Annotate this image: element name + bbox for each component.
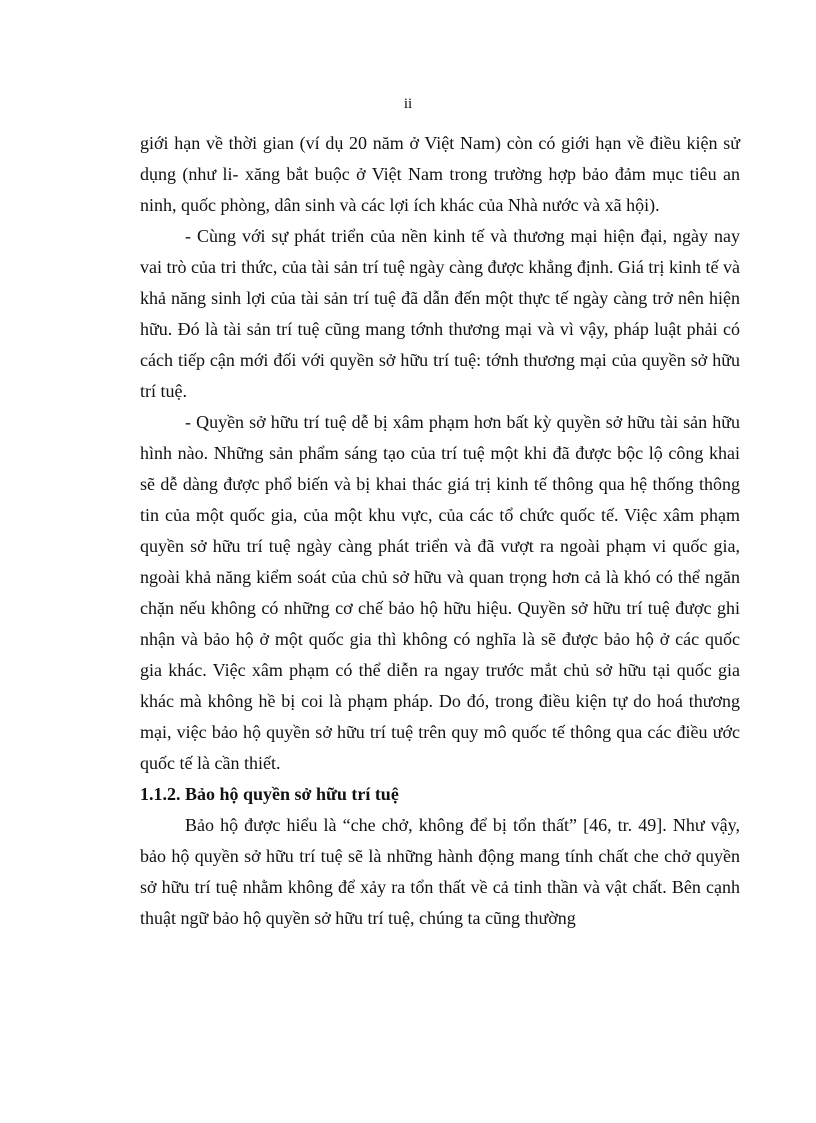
page-number: ii [403,96,413,112]
paragraph-infringement: - Quyền sở hữu trí tuệ dễ bị xâm phạm hơn bất kỳ quyền sở hữu tài sản hữu hình nào. Những sản phẩm sáng tạo của trí tuệ một khi đã được bộc lộ công khai sẽ dễ dàng được phổ biến và bị khai thác giá trị kinh tế thông qua hệ thống thông tin của một quốc gia, của một khu vực, của các tổ chức quốc tế. Việc xâm phạm quyền sở hữu trí tuệ ngày càng phát triển và đã vượt ra ngoài phạm vi quốc gia, ngoài khả năng kiểm soát của chủ sở hữu và quan trọng hơn cả là khó có thể ngăn chặn nếu không có những cơ chế bảo hộ hữu hiệu. Quyền sở hữu trí tuệ được ghi nhận và bảo hộ ở một quốc gia thì không có nghĩa là sẽ được bảo hộ ở các quốc gia khác. Việc xâm phạm có thể diễn ra ngay trước mắt chủ sở hữu tại quốc gia khác mà không hề bị coi là phạm pháp. Do đó, trong điều kiện tự do hoá thương mại, việc bảo hộ quyền sở hữu trí tuệ trên quy mô quốc tế thông qua các điều ước quốc tế là cần thiết. [140,412,740,773]
paragraph-commercial-nature: - Cùng với sự phát triển của nền kinh tế và thương mại hiện đại, ngày nay vai trò của tri thức, của tài sản trí tuệ ngày càng được khẳng định. Giá trị kinh tế và khả năng sinh lợi của tài sản trí tuệ đã dẫn đến một thực tế ngày càng trở nên hiện hữu. Đó là tài sản trí tuệ cũng mang tớnh thương mại và vì vậy, pháp luật phải có cách tiếp cận mới đối với quyền sở hữu trí tuệ: tớnh thương mại của quyền sở hữu trí tuệ. [140,226,740,401]
paragraph-continuation: giới hạn về thời gian (ví dụ 20 năm ở Việt Nam) còn có giới hạn về điều kiện sử dụng (như li- xăng bắt buộc ở Việt Nam trong trường hợp bảo đảm mục tiêu an ninh, quốc phòng, dân sinh và các lợi ích khác của Nhà nước và xã hội). [140,133,740,215]
paragraph-protection-definition: Bảo hộ được hiểu là “che chở, không để bị tổn thất” [46, tr. 49]. Như vậy, bảo hộ quyền sở hữu trí tuệ sẽ là những hành động mang tính chất che chở quyền sở hữu trí tuệ nhằm không để xảy ra tổn thất về cả tinh thần và vật chất. Bên cạnh thuật ngữ bảo hộ quyền sở hữu trí tuệ, chúng ta cũng thường [140,815,740,928]
body-text [140,128,740,934]
section-heading: 1.1.2. Bảo hộ quyền sở hữu trí tuệ [140,784,399,804]
